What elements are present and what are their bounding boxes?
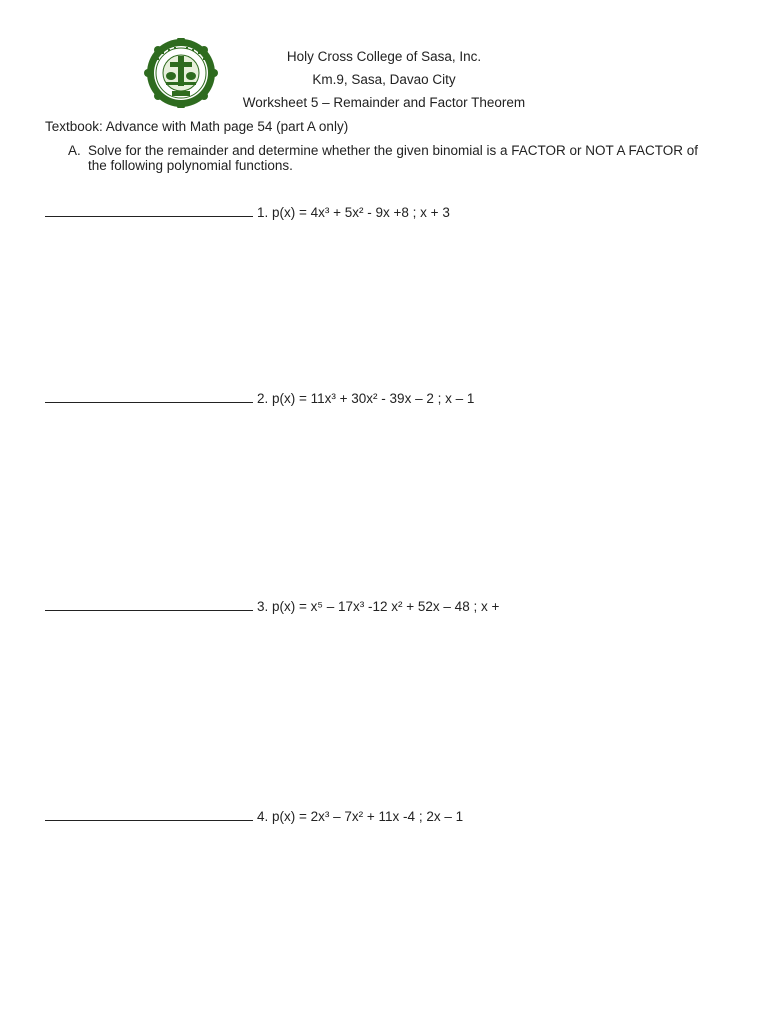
answer-blank[interactable] (45, 808, 253, 821)
answer-blank[interactable] (45, 598, 253, 611)
instruction-marker: A. (68, 143, 81, 158)
school-name: Holy Cross College of Sasa, Inc. (286, 49, 482, 64)
problem-item (45, 204, 450, 221)
problem-expression: 1. p(x) = 4x³ + 5x² - 9x +8 ; x + 3 (257, 205, 450, 220)
answer-blank[interactable] (45, 390, 253, 403)
problem-expression: 3. p(x) = x⁵ – 17x³ -12 x² + 52x – 48 ; x + (257, 599, 500, 614)
problem-expression: 2. p(x) = 11x³ + 30x² - 39x – 2 ; x – 1 (257, 391, 475, 406)
problem-item (45, 808, 463, 825)
textbook-reference: Textbook: Advance with Math page 54 (part A only) (45, 119, 349, 134)
worksheet-title: Worksheet 5 – Remainder and Factor Theorem (242, 95, 526, 110)
problem-item (45, 598, 499, 615)
problem-item (45, 390, 474, 407)
answer-blank[interactable] (45, 204, 253, 217)
school-address: Km.9, Sasa, Davao City (312, 72, 456, 87)
instruction-text: Solve for the remainder and determine whether the given binomial is a FACTOR or NOT A FACTOR of the following polynomial functions. (88, 143, 699, 173)
problem-expression: 4. p(x) = 2x³ – 7x² + 11x -4 ; 2x – 1 (257, 809, 464, 824)
